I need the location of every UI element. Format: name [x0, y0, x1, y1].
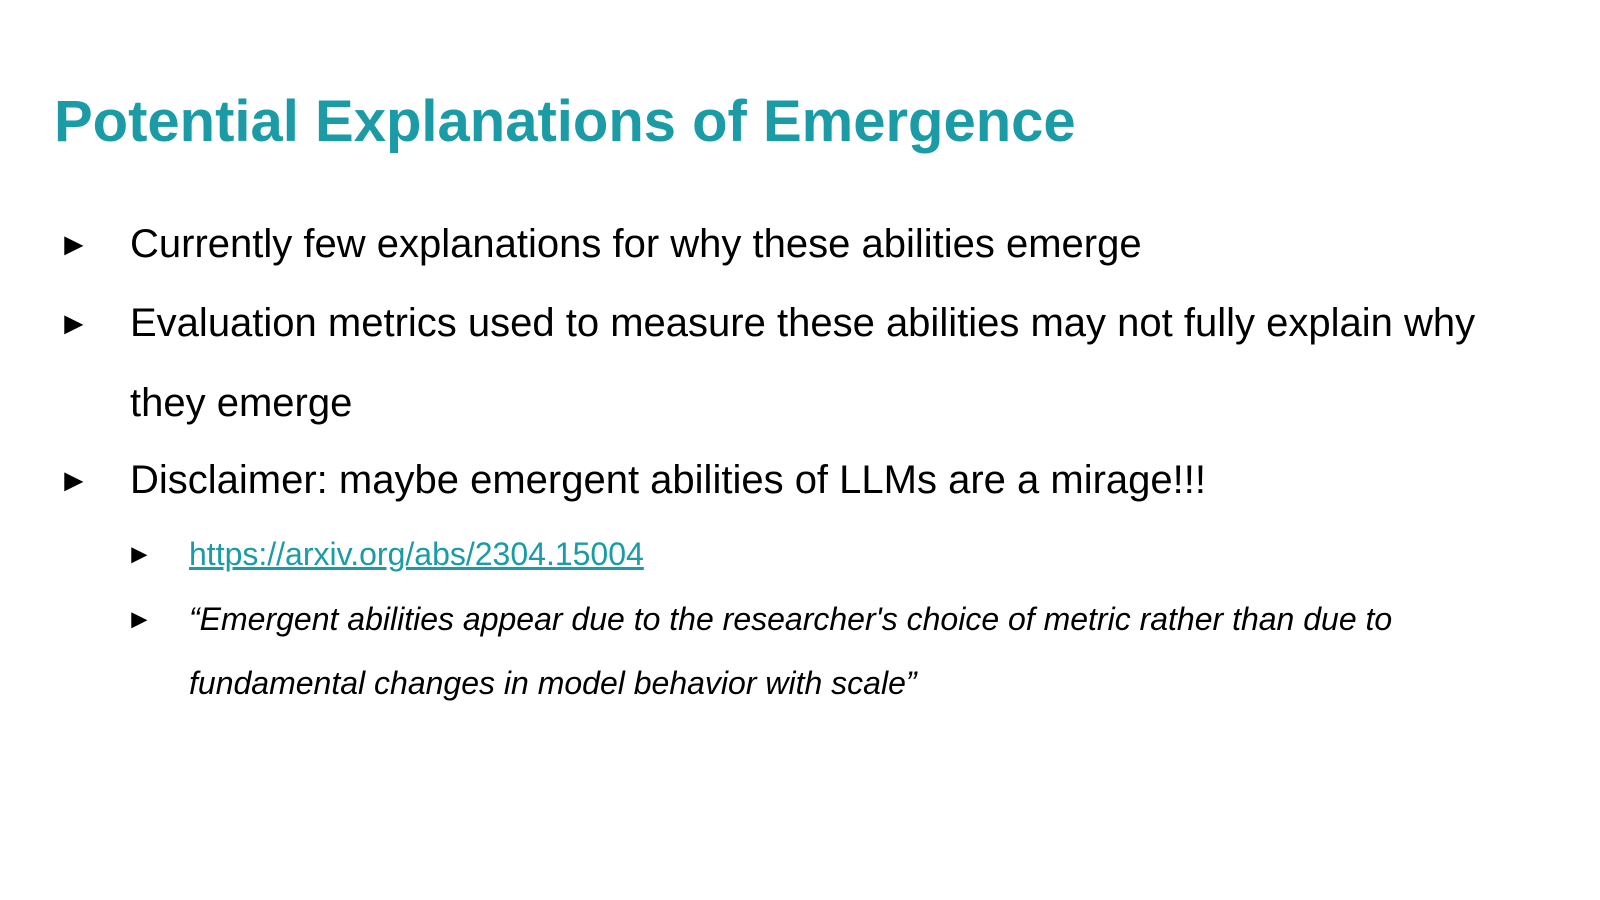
- bullet-marker-icon: ►: [58, 462, 90, 498]
- sub-bullet-marker-icon: ►: [126, 539, 153, 569]
- quote-text: “Emergent abilities appear due to the researcher's choice of metric rather than due to fundamental changes in model behavior with scale”: [189, 601, 1393, 701]
- sub-bullet-marker-icon: ►: [126, 604, 153, 634]
- bullet-marker-icon: ►: [58, 226, 90, 262]
- bullet-marker-icon: ►: [58, 305, 90, 341]
- bullet-text: Disclaimer: maybe emergent abilities of LLMs are a mirage!!!: [130, 458, 1206, 502]
- bullet-text: Evaluation metrics used to measure these abilities may not fully explain why they emerge: [130, 301, 1476, 425]
- slide-title: Potential Explanations of Emergence: [54, 89, 1076, 154]
- bullet-text: Currently few explanations for why these abilities emerge: [130, 222, 1142, 266]
- arxiv-link[interactable]: https://arxiv.org/abs/2304.15004: [189, 536, 644, 572]
